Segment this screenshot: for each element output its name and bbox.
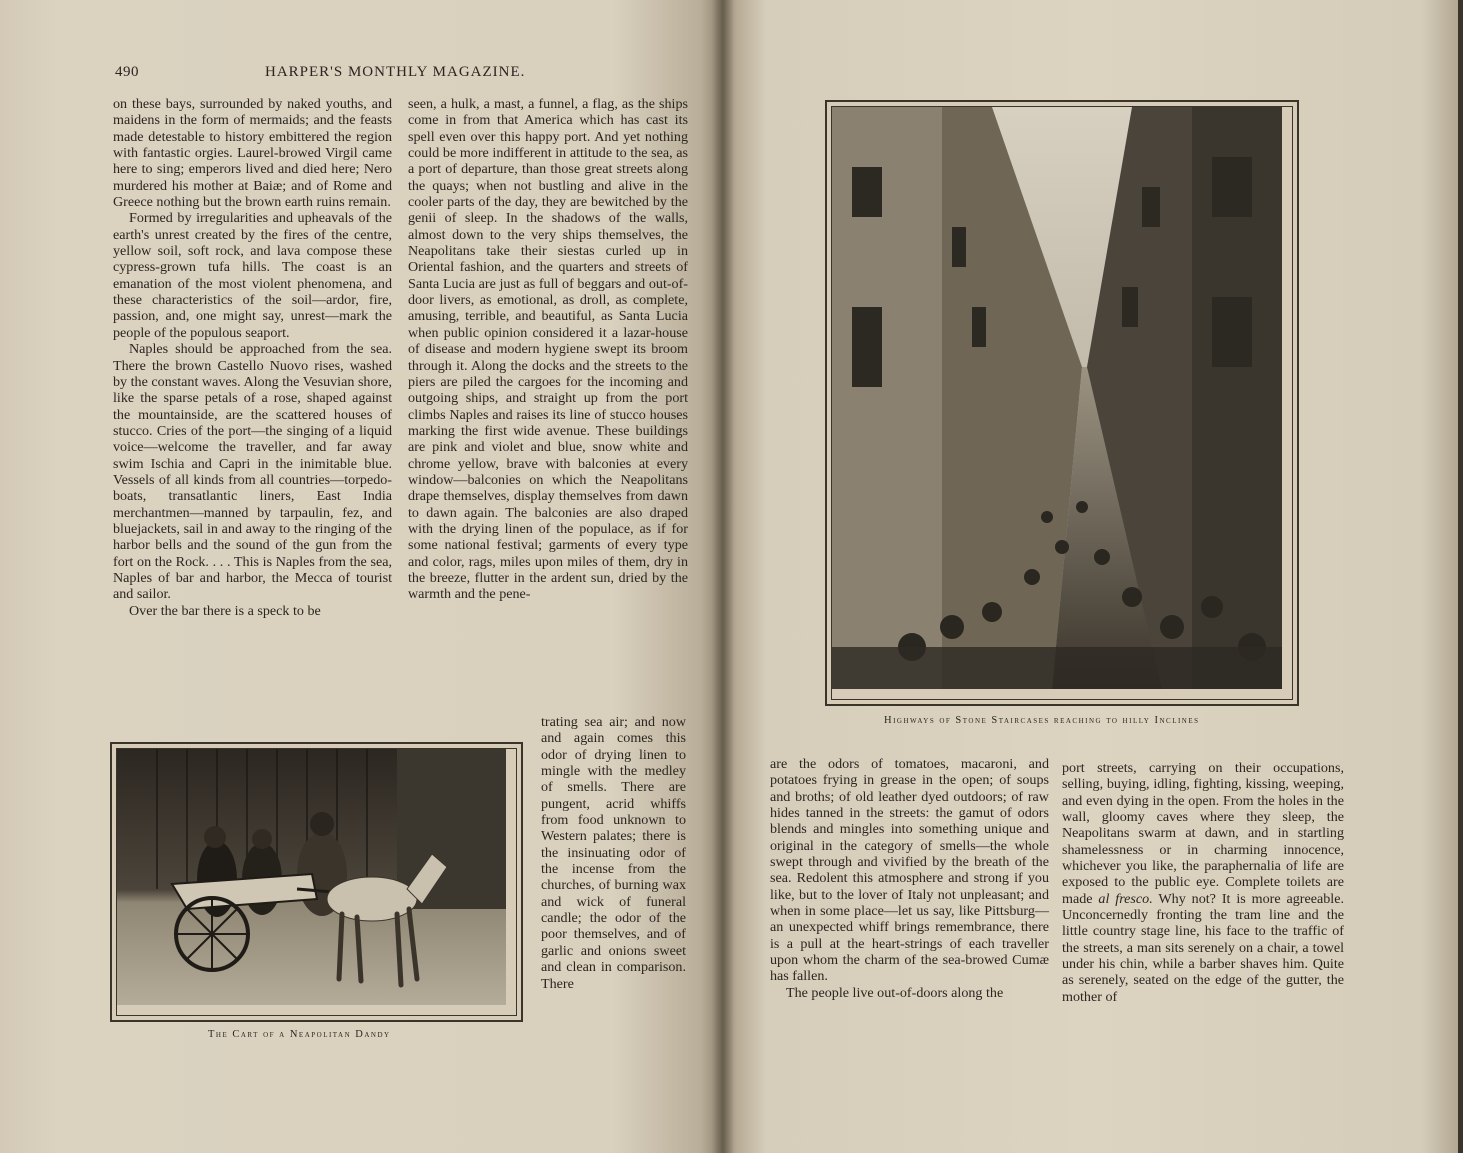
paragraph [1062,760,1344,1005]
paragraph: seen, a hulk, a mast, a funnel, a flag, as the ships come in from that America which has cast its spell even over this happy port. And yet nothing could be more indifferent in attitude to the sea, as a port of departure, than those great streets along the quays; when not bustling and alive in the cooler parts of the day, they are bewitched by the genii of sleep. In the shadows of the walls, almost down to the very ships themselves, the Neapolitans take their siestas curled up in Oriental fashion, and the quarters and streets of Santa Lucia are just as full of beggars and out-of-door livers, as emotional, as droll, as complete, amusing, terrible, and beautiful, as Santa Lucia when public opinion considered it a lazar-house of disease and modern hygiene swept its broom through it. Along the docks and the streets to the piers are piled the cargoes for the incoming and outgoing ships, and straight up from the port climbs Naples and raises its line of stucco houses marking the first wide avenue. These buildings are pink and violet and blue, snow white and chrome yellow, brave with balconies at every window—balconies on which the Neapolitans drape themselves, display themselves from dawn to dawn again. The balconies are also draped with the drying linen of the populace, as if for some national festival; garments of every type and color, rags, miles upon miles of them, dry in the breeze, flutter in the ardent sun, dried by the warmth and the pene- [408,96,688,603]
page-number: 490 [115,64,139,80]
cart-photo [116,748,517,1016]
street-photo-image [832,107,1282,689]
street-photo [831,106,1293,700]
paragraph: trating sea air; and now and again comes this odor of drying linen to mingle with the medley of smells. There are pungent, acrid whiffs from food unknown to Western palates; there is the insinuating odor of the incense from the churches, of burning wax and wick of funeral candle; the odor of the poor themselves, and of garlic and onions sweet and clean in comparison. There [541,714,686,992]
running-head [115,64,695,84]
text-column-1 [113,96,392,619]
text-column-2 [408,96,688,603]
paragraph: The people live out-of-doors along the [786,984,1004,1001]
magazine-title: HARPER'S MONTHLY MAGAZINE. [265,64,526,80]
street-photo-frame [825,100,1299,706]
paragraph: Naples should be approached from the sea. There the brown Castello Nuovo rises, washed by the constant waves. Along the Vesuvian shore, like the sparse petals of a rose, shaped against the mountainside, are the scattered houses of stucco. Cries of the port—the singing of a liquid voice—welcome the traveller, and far away swim Ischia and Capri in the inimitable blue. Vessels of all kinds from all countries—torpedo-boats, transatlantic liners, East India merchantmen—manned by tarpaulin, fez, and bluejackets, sail in and away to the ringing of the harbor bells and the sound of the gun from the fort on the Rock. . . . This is Naples from the sea, Naples of bar and harbor, the Mecca of tourist and sailor. [113,341,392,603]
text-column-4 [770,756,1049,1001]
text-column-5 [1062,760,1344,1005]
paragraph: Formed by irregularities and upheavals of the earth's unrest created by the fires of the centre, yellow soil, soft rock, and lava compose these cypress-grown tufa hills. The coast is an emanation of the most violent phenomena, and these characteristics of the soil—ardor, fire, passion, and, one might say, unrest—mark the people of the populous seaport. [113,210,392,341]
text-column-3 [541,714,686,992]
cart-photo-caption: The Cart of a Neapolitan Dandy [208,1029,391,1040]
cart-photo-image [117,749,506,1005]
text-run: Why not? It is more agreeable. Unconcernedly fronting the tram line and the little country stage line, his face to the traffic of the streets, a man sits serenely on a chair, a towel under his chin, while a barber shaves him. Quite as serenely, seated on the edge of the gutter, the mother of [1062,890,1344,1005]
paragraph: are the odors of tomatoes, macaroni, and potatoes frying in grease in the open; of soups and broths; of old leather dyed outdoors; of raw hides tanned in the streets: the gamut of odors blends and mingles into something unique and original in the category of smells—the whole swept through and vivified by the breath of the sea. Redolent this atmosphere and strong if you like, but to the lover of Italy not unpleasant; and when in some place—let us say, like Pittsburg—an unexpected whiff brings remembrance, there is a pull at the heart-strings of each traveller upon whom the charm of the sea-browed Cumæ has fallen. [770,756,1049,985]
cart-photo-frame [110,742,523,1022]
book-gutter [712,0,734,1153]
italic-phrase: al fresco. [1098,890,1153,907]
street-photo-caption: Highways of Stone Staircases reaching to hilly Inclines [884,715,1200,726]
page-edge [1458,0,1463,1153]
text-run: port streets, carrying on their occupations, selling, buying, idling, fighting, kissing, weeping, and even dying in the open. From the holes in the wall, gloomy caves where they sleep, the Neapolitans swarm at dawn, and in startling shamelessness or in charming innocence, whichever you like, the paraphernalia of life are exposed to the public eye. Complete toilets are made [1062,760,1344,907]
paragraph: on these bays, surrounded by naked youths, and maidens in the form of mermaids; and the feasts made detestable to history embittered the region with fantastic orgies. Laurel-browed Virgil came here to sing; emperors lived and died here; Nero murdered his mother at Baiæ; and of Rome and Greece nothing but the brown earth ruins remain. [113,96,392,211]
paragraph: Over the bar there is a speck to be [129,602,321,619]
